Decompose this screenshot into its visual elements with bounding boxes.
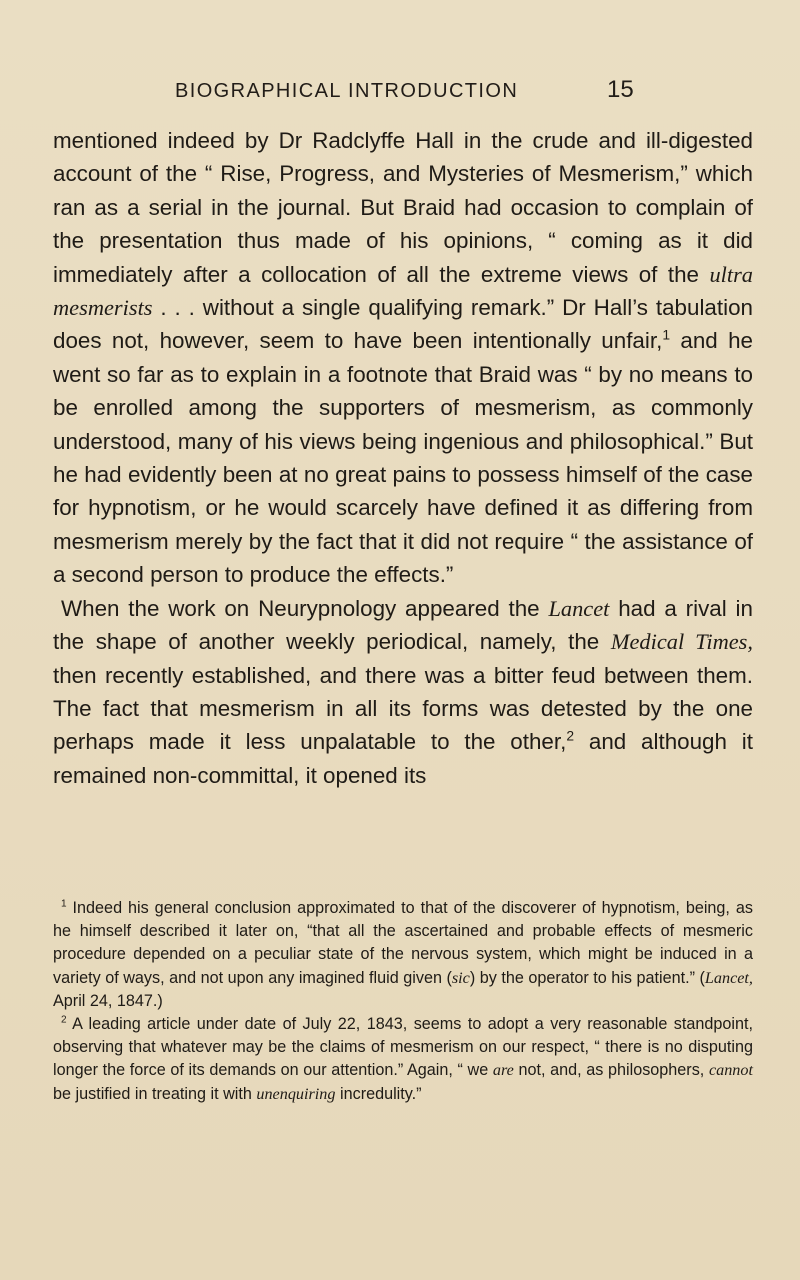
text-run: and although it remained non-committal, it opened its — [53, 729, 753, 788]
italic-title: Medical Times, — [610, 629, 753, 655]
italic-title: Lancet, — [704, 968, 753, 987]
footnotes — [53, 897, 753, 1106]
italic-term: are — [492, 1061, 514, 1080]
italic-term: cannot — [708, 1061, 753, 1080]
main-text — [53, 124, 753, 792]
italic-term: ultra mesmerists — [53, 261, 753, 321]
italic-title: Lancet — [548, 595, 610, 621]
text-run: incredulity.” — [335, 1084, 422, 1103]
text-run: April 24, 1847.) — [53, 991, 163, 1010]
text-run: Indeed his general conclusion approximated to that of the discoverer of hypnotism, being, as he himself described it later on, “that all the ascertained and probable effects of mesmeric procedure depended on a peculiar state of the nervous system, which might be induced in a variety of ways, and not upon any imagined fluid given ( — [53, 899, 753, 987]
text-run: ) by the operator to his patient.” ( — [469, 968, 705, 987]
italic-term: unenquiring — [256, 1084, 336, 1103]
page-number: 15 — [607, 76, 634, 103]
text-run: A leading article under date of July 22, 1843, seems to adopt a very reasonable standpoint, observing that whatever may be the claims of mesmerism on our respect, “ there is no disputing longer the force of its demands on our attention.” Again, “ we — [53, 1015, 753, 1080]
text-run: When the work on Neurypnology appeared the — [61, 595, 549, 621]
footnote-ref-2: 2 — [566, 727, 575, 744]
text-run: mentioned indeed by Dr Radclyffe Hall in the crude and ill-digested account of the “ Rise, Progress, and Mysteries of Mesmerism,” which ran as a serial in the journal. But Braid had occasion to complain of the presentation thus made of his opinions, “ coming as it did immediately after a collocation of all the extreme views of the — [53, 128, 753, 287]
text-run: then recently established, and there was a bitter feud between them. The fact that mesmerism in all its forms was detested by the one perhaps made it less unpalatable to the other, — [53, 662, 753, 755]
footnote-marker: 1 — [61, 898, 67, 910]
text-run: . . . without a single qualifying remark.” Dr Hall’s tabulation does not, however, seem to have been intentionally unfair, — [53, 295, 753, 354]
italic-term: sic — [451, 968, 470, 987]
running-header: BIOGRAPHICAL INTRODUCTION — [175, 80, 519, 102]
text-run: be justified in treating it with — [53, 1084, 257, 1103]
footnote-1 — [53, 897, 753, 1013]
text-run: and he went so far as to explain in a footnote that Braid was “ by no means to be enrolled among the supporters of mesmerism, as commonly understood, many of his views being ingenious and philosophical.” But he had evidently been at no great pains to possess himself of the case for hypnotism, or he would scarcely have defined it as differing from mesmerism merely by the fact that it did not require “ the assistance of a second person to produce the effects.” — [53, 328, 753, 588]
footnote-ref-1: 1 — [662, 326, 671, 343]
text-run: not, and, as philosophers, — [513, 1061, 709, 1080]
paragraph-2 — [53, 592, 753, 792]
footnote-2 — [53, 1013, 753, 1106]
paragraph-1 — [53, 124, 753, 592]
footnote-marker: 2 — [61, 1014, 67, 1026]
text-run: had a rival in the shape of another weekly periodical, namely, the — [53, 595, 753, 655]
